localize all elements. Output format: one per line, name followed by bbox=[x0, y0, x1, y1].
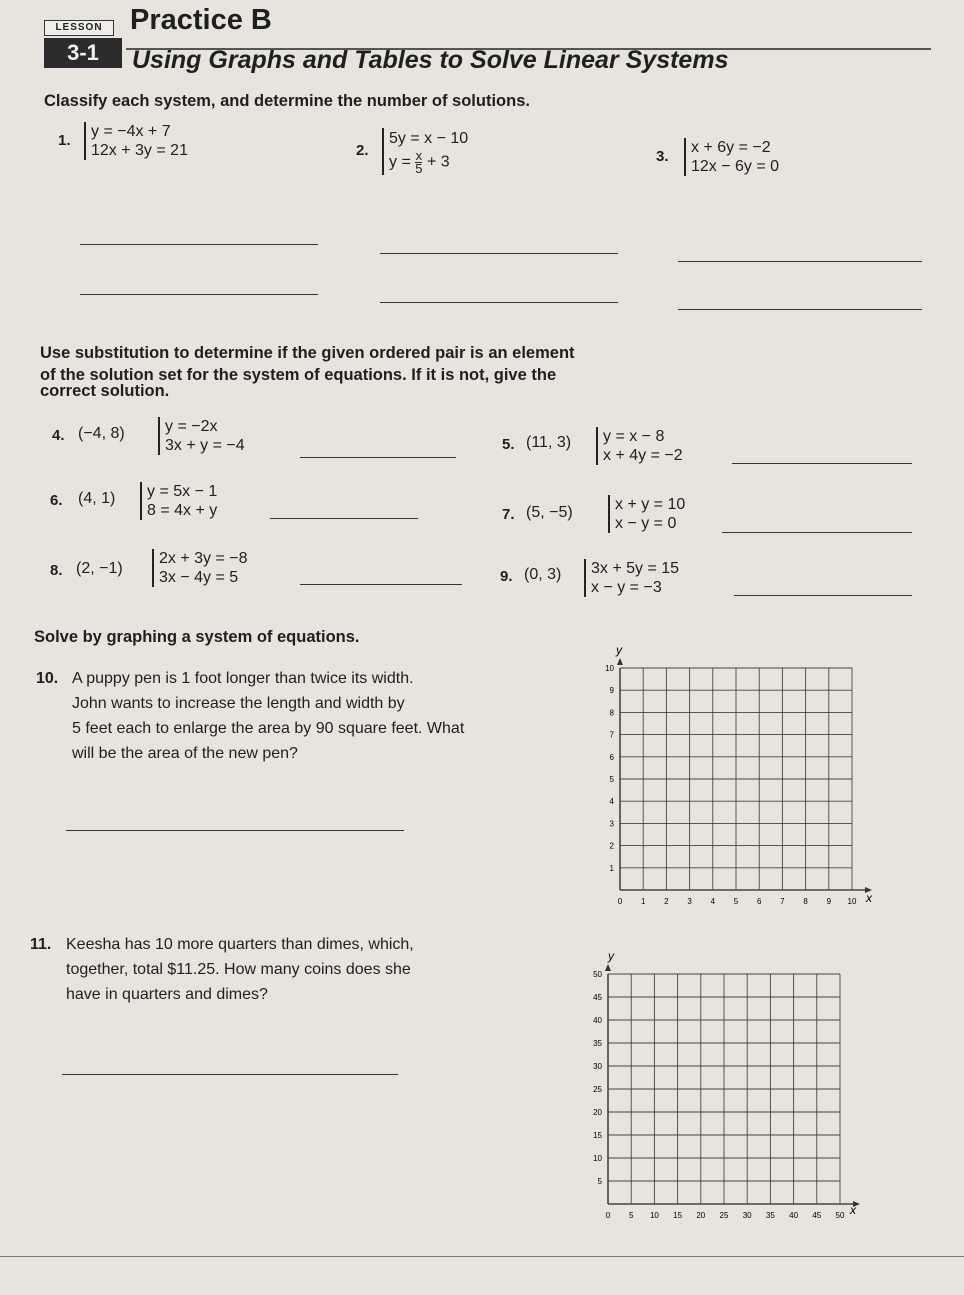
problem-5-pair: (11, 3) bbox=[526, 434, 572, 451]
x-tick-label: 2 bbox=[664, 897, 669, 906]
problem-7-eq2: x − y = 0 bbox=[615, 515, 677, 532]
problem-4-system bbox=[158, 417, 245, 455]
problem-5-eq2: x + 4y = −2 bbox=[603, 447, 683, 464]
y-tick-label: 7 bbox=[609, 730, 614, 740]
problem-6-eq1: y = 5x − 1 bbox=[147, 483, 218, 500]
y-tick-label: 30 bbox=[593, 1062, 602, 1071]
y-tick-label: 1 bbox=[609, 863, 614, 873]
lesson-label: LESSON bbox=[44, 20, 114, 36]
x-tick-label: 30 bbox=[742, 1211, 752, 1220]
problem-11-line1: Keesha has 10 more quarters than dimes, which, bbox=[66, 936, 414, 953]
x-tick-label: 10 bbox=[649, 1211, 659, 1220]
x-tick-label: 4 bbox=[710, 897, 716, 906]
problem-3-number: 3. bbox=[656, 148, 669, 165]
answer-blank-3b[interactable] bbox=[678, 309, 922, 310]
problem-3-eq2: 12x − 6y = 0 bbox=[691, 158, 780, 175]
problem-7-eq1: x + y = 10 bbox=[615, 496, 686, 513]
answer-blank-3a[interactable] bbox=[678, 261, 922, 262]
problem-10-line3: 5 feet each to enlarge the area by 90 square feet. What bbox=[72, 720, 465, 737]
problem-7-system bbox=[608, 495, 685, 533]
problem-8-number: 8. bbox=[50, 562, 63, 579]
x-tick-label: 7 bbox=[780, 897, 785, 906]
answer-blank-7[interactable] bbox=[722, 532, 912, 533]
problem-9-number: 9. bbox=[500, 568, 513, 585]
problem-3-system bbox=[684, 138, 779, 176]
problem-10-line1: A puppy pen is 1 foot longer than twice its width. bbox=[72, 670, 414, 687]
answer-blank-10[interactable] bbox=[66, 830, 404, 831]
y-tick-label: 15 bbox=[593, 1131, 602, 1140]
section2-instruction-line1: Use substitution to determine if the given ordered pair is an element bbox=[40, 344, 575, 362]
answer-blank-2a[interactable] bbox=[380, 253, 618, 254]
x-tick-label: 10 bbox=[847, 897, 857, 906]
problem-6-pair: (4, 1) bbox=[78, 490, 116, 507]
problem-10-line2: John wants to increase the length and width by bbox=[72, 695, 405, 712]
y-tick-label: 35 bbox=[593, 1039, 602, 1048]
x-tick-label: 5 bbox=[628, 1211, 634, 1220]
problem-6-number: 6. bbox=[50, 492, 63, 509]
y-tick-label: 4 bbox=[609, 797, 614, 807]
answer-blank-9[interactable] bbox=[734, 595, 912, 596]
problem-2-number: 2. bbox=[356, 142, 369, 159]
section3-instruction: Solve by graphing a system of equations. bbox=[34, 628, 360, 646]
grid-2-lines bbox=[605, 964, 860, 1207]
grid-2-x-axis-label: x bbox=[850, 1203, 856, 1217]
x-tick-label: 1 bbox=[640, 897, 646, 906]
footer-rule bbox=[0, 1256, 964, 1257]
answer-blank-1a[interactable] bbox=[80, 244, 318, 245]
y-tick-label: 10 bbox=[593, 1154, 602, 1163]
x-tick-label: 6 bbox=[756, 897, 762, 906]
y-tick-label: 9 bbox=[609, 686, 614, 696]
y-tick-label: 5 bbox=[609, 775, 614, 784]
answer-blank-5[interactable] bbox=[732, 463, 912, 464]
problem-11-line2: together, total $11.25. How many coins does she bbox=[66, 961, 411, 978]
y-tick-label: 8 bbox=[609, 708, 614, 718]
y-tick-label: 10 bbox=[605, 664, 614, 673]
answer-blank-1b[interactable] bbox=[80, 294, 318, 295]
coordinate-grid-2[interactable] bbox=[574, 948, 864, 1238]
problem-2-eq2-lead: y = bbox=[389, 153, 411, 171]
problem-5-eq1: y = x − 8 bbox=[603, 428, 665, 445]
x-tick-label: 25 bbox=[719, 1211, 729, 1220]
y-axis-arrow-icon bbox=[605, 964, 611, 971]
x-tick-label: 45 bbox=[812, 1211, 822, 1220]
practice-heading: Practice B bbox=[130, 4, 272, 36]
x-tick-label: 20 bbox=[696, 1211, 706, 1220]
problem-10-number: 10. bbox=[36, 670, 59, 687]
problem-2-system bbox=[382, 128, 468, 175]
section2-instruction-line3: correct solution. bbox=[40, 382, 170, 400]
problem-11-line3: have in quarters and dimes? bbox=[66, 986, 268, 1003]
y-tick-label: 5 bbox=[597, 1177, 602, 1186]
problem-4-eq2: 3x + y = −4 bbox=[165, 437, 245, 454]
x-tick-label: 0 bbox=[605, 1211, 611, 1220]
grid-1-y-axis-label: y bbox=[616, 643, 622, 657]
answer-blank-2b[interactable] bbox=[380, 302, 618, 303]
problem-1-number: 1. bbox=[58, 132, 71, 149]
y-tick-label: 3 bbox=[609, 819, 614, 829]
problem-1-system bbox=[84, 122, 188, 160]
fraction-denominator: 5 bbox=[415, 161, 423, 176]
problem-2-eq1: 5y = x − 10 bbox=[389, 130, 469, 147]
y-axis-arrow-icon bbox=[617, 658, 623, 665]
grid-1-lines bbox=[617, 658, 872, 893]
problem-2-fraction bbox=[415, 150, 422, 175]
y-tick-label: 6 bbox=[609, 752, 614, 762]
problem-8-eq1: 2x + 3y = −8 bbox=[159, 550, 248, 567]
x-tick-label: 3 bbox=[687, 897, 692, 906]
grid-1-x-axis-label: x bbox=[866, 891, 872, 905]
grid-2-y-axis-label: y bbox=[608, 949, 614, 963]
x-tick-label: 35 bbox=[765, 1211, 775, 1220]
problem-1-eq1: y = −4x + 7 bbox=[91, 123, 171, 140]
problem-4-number: 4. bbox=[52, 427, 65, 444]
problem-2-eq2-tail: + 3 bbox=[426, 153, 450, 171]
coordinate-grid-1[interactable] bbox=[590, 640, 880, 930]
y-tick-label: 2 bbox=[609, 841, 614, 851]
x-tick-label: 50 bbox=[835, 1211, 845, 1220]
y-tick-label: 50 bbox=[593, 970, 602, 979]
y-tick-label: 20 bbox=[593, 1108, 602, 1117]
problem-1-eq2: 12x + 3y = 21 bbox=[91, 142, 188, 159]
problem-5-system bbox=[596, 427, 683, 465]
x-tick-label: 5 bbox=[733, 897, 739, 906]
y-tick-label: 45 bbox=[593, 993, 602, 1002]
answer-blank-4[interactable] bbox=[300, 457, 456, 458]
problem-3-eq1: x + 6y = −2 bbox=[691, 139, 771, 156]
problem-9-eq1: 3x + 5y = 15 bbox=[591, 560, 680, 577]
page-title: Using Graphs and Tables to Solve Linear Systems bbox=[132, 46, 729, 74]
lesson-number: 3-1 bbox=[44, 38, 122, 68]
answer-blank-6[interactable] bbox=[270, 518, 418, 519]
problem-7-pair: (5, −5) bbox=[526, 504, 573, 521]
problem-9-eq2: x − y = −3 bbox=[591, 579, 662, 596]
y-tick-label: 25 bbox=[593, 1085, 602, 1094]
problem-8-eq2: 3x − 4y = 5 bbox=[159, 569, 239, 586]
problem-4-pair: (−4, 8) bbox=[78, 425, 125, 442]
section1-instruction: Classify each system, and determine the number of solutions. bbox=[44, 92, 530, 110]
problem-6-eq2: 8 = 4x + y bbox=[147, 502, 218, 519]
x-tick-label: 40 bbox=[789, 1211, 799, 1220]
problem-4-eq1: y = −2x bbox=[165, 418, 218, 435]
y-tick-label: 40 bbox=[593, 1016, 602, 1025]
problem-10-line4: will be the area of the new pen? bbox=[72, 745, 298, 762]
answer-blank-11[interactable] bbox=[62, 1074, 398, 1075]
x-tick-label: 8 bbox=[803, 897, 808, 906]
problem-8-system bbox=[152, 549, 248, 587]
problem-2-eq2 bbox=[389, 150, 468, 175]
problem-7-number: 7. bbox=[502, 506, 515, 523]
fraction-numerator: x bbox=[415, 148, 423, 163]
problem-8-pair: (2, −1) bbox=[76, 560, 123, 577]
problem-9-pair: (0, 3) bbox=[524, 566, 562, 583]
x-tick-label: 15 bbox=[673, 1211, 683, 1220]
x-tick-label: 0 bbox=[617, 897, 623, 906]
answer-blank-8[interactable] bbox=[300, 584, 462, 585]
section2-instruction-line2: of the solution set for the system of equations. If it is not, give the bbox=[40, 366, 557, 384]
problem-5-number: 5. bbox=[502, 436, 515, 453]
x-tick-label: 9 bbox=[826, 897, 832, 906]
problem-9-system bbox=[584, 559, 679, 597]
problem-6-system bbox=[140, 482, 217, 520]
problem-11-number: 11. bbox=[30, 936, 52, 953]
